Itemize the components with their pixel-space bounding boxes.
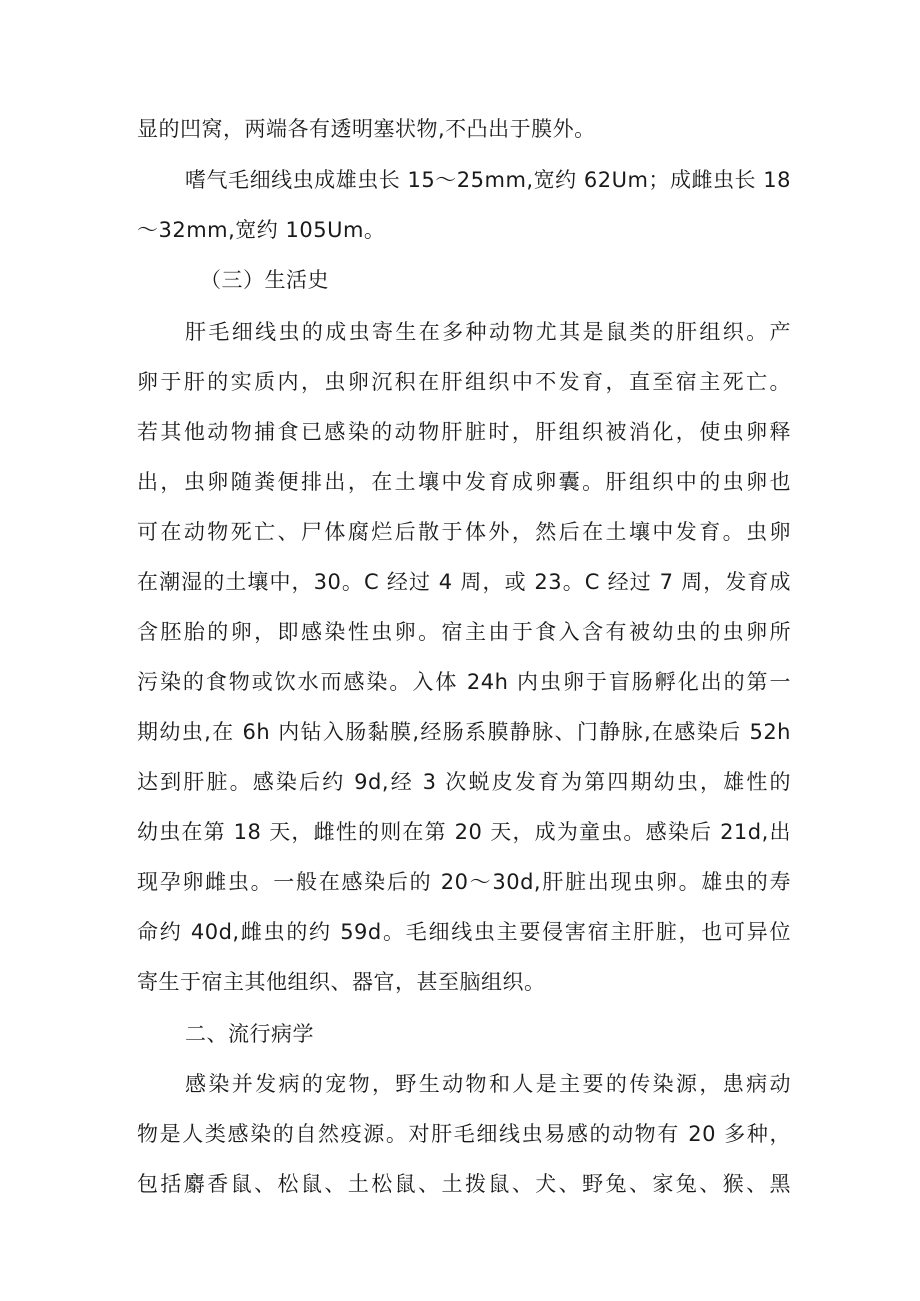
paragraph-line: 在潮湿的土壤中，30。C 经过 4 周，或 23。C 经过 7 周，发育成: [137, 570, 791, 594]
paragraph-line: 出，虫卵随粪便排出，在土壤中发育成卵囊。肝组织中的虫卵也: [137, 470, 791, 494]
paragraph-line: ～32mm,宽约 105Um。: [137, 218, 386, 242]
paragraph-line: 寄生于宿主其他组织、器官，甚至脑组织。: [137, 970, 546, 994]
section-heading-epidemiology: 二、流行病学: [185, 1022, 314, 1046]
paragraph-line: 包括麝香鼠、松鼠、土松鼠、土拨鼠、犬、野兔、家兔、猴、黑: [137, 1172, 791, 1196]
paragraph-line: 幼虫在第 18 天，雌性的则在第 20 天，成为童虫。感染后 21d,出: [137, 820, 791, 844]
section-heading-life-history: （三）生活史: [200, 268, 329, 292]
paragraph-line: 含胚胎的卵，即感染性虫卵。宿主由于食入含有被幼虫的虫卵所: [137, 620, 791, 644]
paragraph-line: 若其他动物捕食已感染的动物肝脏时，肝组织被消化，使虫卵释: [137, 420, 791, 444]
paragraph-line: 现孕卵雌虫。一般在感染后的 20～30d,肝脏出现虫卵。雄虫的寿: [137, 870, 791, 894]
paragraph-line: 显的凹窝，两端各有透明塞状物,不凸出于膜外。: [137, 117, 596, 141]
paragraph-line: 可在动物死亡、尸体腐烂后散于体外，然后在土壤中发育。虫卵: [137, 520, 791, 544]
paragraph-line: 卵于肝的实质内，虫卵沉积在肝组织中不发育，直至宿主死亡。: [137, 370, 791, 394]
paragraph-line: 物是人类感染的自然疫源。对肝毛细线虫易感的动物有 20 多种，: [137, 1122, 791, 1146]
paragraph-line: 肝毛细线虫的成虫寄生在多种动物尤其是鼠类的肝组织。产: [185, 320, 791, 344]
paragraph-line: 嗜气毛细线虫成雄虫长 15～25mm,宽约 62Um；成雌虫长 18: [185, 168, 791, 192]
paragraph-line: 期幼虫,在 6h 内钻入肠黏膜,经肠系膜静脉、门静脉,在感染后 52h: [137, 720, 791, 744]
paragraph-line: 污染的食物或饮水而感染。入体 24h 内虫卵于盲肠孵化出的第一: [137, 670, 791, 694]
paragraph-line: 命约 40d,雌虫的约 59d。毛细线虫主要侵害宿主肝脏，也可异位: [137, 920, 791, 944]
paragraph-line: 感染并发病的宠物，野生动物和人是主要的传染源，患病动: [185, 1072, 791, 1096]
paragraph-line: 达到肝脏。感染后约 9d,经 3 次蜕皮发育为第四期幼虫，雄性的: [137, 770, 791, 794]
